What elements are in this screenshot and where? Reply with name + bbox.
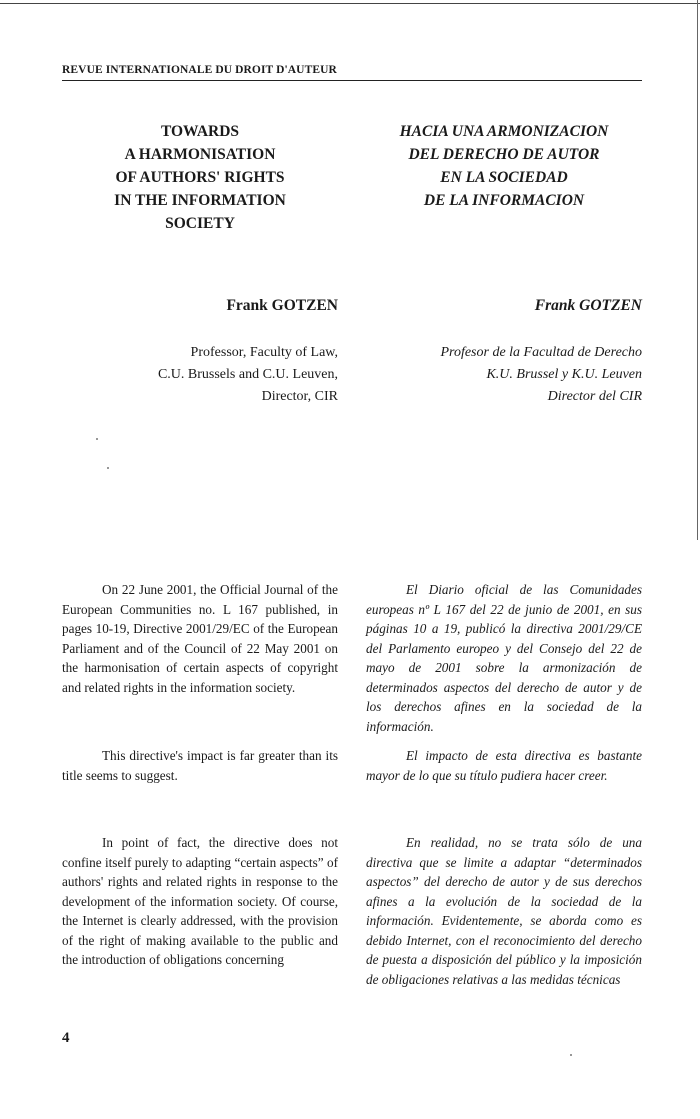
scan-edge-top: [0, 3, 700, 4]
affiliation-spanish: [366, 342, 642, 408]
affiliation-line: Profesor de la Facultad de Derecho: [440, 345, 642, 360]
title-line: A HARMONISATION: [124, 146, 276, 163]
title-line: SOCIETY: [165, 215, 235, 232]
scan-edge-right: [697, 0, 698, 540]
affiliation-line: K.U. Brussel y K.U. Leuven: [486, 367, 642, 382]
title-english: [62, 120, 338, 235]
scan-speck: [570, 1054, 572, 1056]
affiliation-line: C.U. Brussels and C.U. Leuven,: [157, 367, 338, 382]
affiliation-line: Director del CIR: [547, 389, 642, 404]
title-line: IN THE INFORMATION: [114, 192, 286, 209]
affiliation-line: Director, CIR: [261, 389, 338, 404]
affiliation-line: Professor, Faculty of Law,: [190, 345, 338, 360]
body-paragraph-spanish-3: En realidad, no se trata sólo de una directiva que se limite a adaptar “determinados aspectos” del derecho de autor y de sus derechos afines a la evolución de la sociedad de la información. Evidentemente, se aborda como es debido Internet, con el reconocimiento del derecho de puesta a disposición del público y la imposición de obligaciones relativas a las medidas técnicas: [366, 835, 642, 987]
body-paragraph-spanish-1: El Diario oficial de las Comunidades europeas nº L 167 del 22 de junio de 2001, en sus páginas 10 a 19, publicó la directiva 2001/29/CE del Parlamento europeo y del Consejo del 22 de mayo de 2001 sobre la armonización de determinados aspectos del derecho de autor y de los derechos afines en la sociedad de la información.: [366, 582, 642, 734]
title-line: OF AUTHORS' RIGHTS: [115, 169, 285, 186]
title-line: HACIA UNA ARMONIZACION: [399, 123, 609, 140]
author-spanish: Frank GOTZEN: [534, 297, 642, 314]
scan-speck: [96, 438, 98, 440]
body-paragraph-english-3: In point of fact, the directive does not confine itself purely to adapting “certain aspects” of authors' rights and related rights in response to the development of the information society. Of course, the Internet is clearly addressed, with the provision of the right of making available to the public and the introduction of obligations concerning: [62, 835, 338, 967]
page-number: 4: [62, 1030, 70, 1046]
title-line: TOWARDS: [160, 123, 240, 140]
body-paragraph-english-1: On 22 June 2001, the Official Journal of the European Communities no. L 167 published, in pages 10-19, Directive 2001/29/EC of the European Parliament and of the Council of 22 May 2001 on the harmonisation of certain aspects of copyright and related rights in the information society.: [62, 582, 338, 695]
running-header: REVUE INTERNATIONALE DU DROIT D'AUTEUR: [62, 64, 337, 76]
title-spanish: [366, 120, 642, 212]
body-paragraph-english-2: This directive's impact is far greater than its title seems to suggest.: [62, 748, 338, 783]
affiliation-english: [62, 342, 338, 408]
title-line: DEL DERECHO DE AUTOR: [408, 146, 600, 163]
title-line: EN LA SOCIEDAD: [440, 169, 568, 186]
body-paragraph-spanish-2: El impacto de esta directiva es bastante mayor de lo que su título pudiera hacer creer.: [366, 748, 642, 783]
header-rule: [62, 80, 642, 81]
scan-speck: [107, 467, 109, 469]
author-english: Frank GOTZEN: [226, 297, 338, 314]
title-line: DE LA INFORMACION: [423, 192, 585, 209]
